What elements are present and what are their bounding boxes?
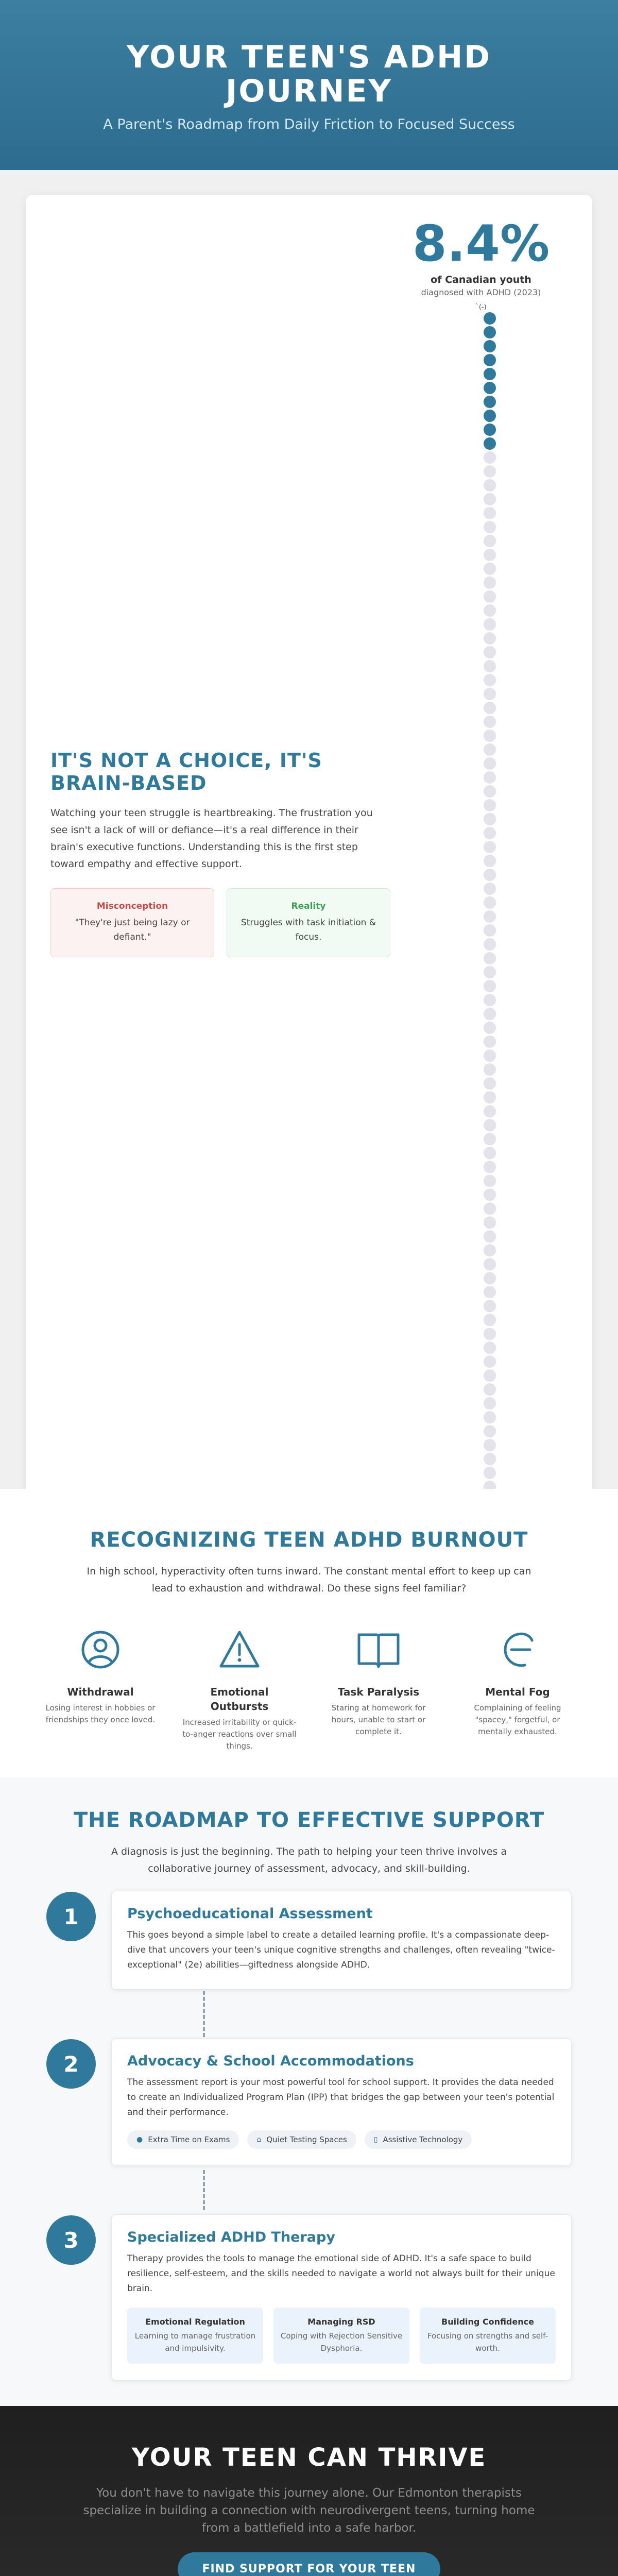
focus-managing-rsd <box>273 2308 409 2364</box>
dot <box>484 1133 496 1145</box>
dot <box>484 1439 496 1451</box>
dot <box>484 1077 496 1090</box>
step-title: Advocacy & School Accommodations <box>127 2053 414 2069</box>
dot <box>484 771 496 784</box>
step-number: 2 <box>46 2039 96 2089</box>
dot-highlighted <box>484 410 496 422</box>
dot <box>484 869 496 881</box>
dot <box>484 743 496 756</box>
open-book-icon <box>319 1624 438 1675</box>
sign-mental-fog <box>458 1624 577 1752</box>
dot-highlighted <box>484 437 496 450</box>
sign-desc: Complaining of feeling "spacey," forgetful, or mentally exhausted. <box>474 1703 561 1736</box>
dot <box>484 1036 496 1048</box>
step-body: This goes beyond a simple label to create a detailed learning profile. It's a compassionate deep-dive that uncovers your teen's unique cognitive strengths and challenges, often revealing "twice-exceptional" (2e) abilities—giftedness alongside ADHD. <box>127 1930 555 1970</box>
misconception-reality-row <box>50 888 390 957</box>
dot <box>484 896 496 909</box>
step-connector <box>203 2170 205 2210</box>
misconception-title: Misconception <box>96 901 168 911</box>
chip-label: Extra Time on Exams <box>148 2135 230 2144</box>
dot <box>484 1314 496 1326</box>
brain-based-block <box>50 749 390 957</box>
dot-highlighted <box>484 368 496 380</box>
dot <box>484 1411 496 1423</box>
dot <box>484 1063 496 1076</box>
step-title: Psychoeducational Assessment <box>127 1906 373 1922</box>
focus-title: Managing RSD <box>307 2317 375 2327</box>
cta-title: YOUR TEEN CAN THRIVE <box>131 2443 487 2472</box>
burnout-intro: In high school, hyperactivity often turns inward. The constant mental effort to keep up can lead to exhaustion and withdrawal. Do these signs feel familiar? <box>87 1566 531 1594</box>
roadmap-section <box>0 1777 618 2406</box>
dot <box>484 1105 496 1117</box>
dot <box>484 465 496 478</box>
sign-name: Mental Fog <box>485 1686 550 1698</box>
dot <box>484 521 496 533</box>
chip-quiet-spaces <box>247 2130 356 2149</box>
focus-building-confidence <box>420 2308 556 2364</box>
sign-task-paralysis <box>319 1624 438 1752</box>
dot-highlighted <box>484 382 496 394</box>
step-title: Specialized ADHD Therapy <box>127 2229 335 2245</box>
statistic-card <box>26 195 592 1489</box>
step-connector <box>203 1991 205 2037</box>
accommodation-chips <box>127 2130 556 2149</box>
sign-emotional-outbursts <box>180 1624 299 1752</box>
statistic-label: of Canadian youth <box>431 274 531 285</box>
dot <box>484 618 496 631</box>
dot <box>484 910 496 923</box>
cta-body: You don't have to navigate this journey alone. Our Edmonton therapists specialize in building a connection with neurodivergent teens, turning home from a battlefield into a safe harbor. <box>83 2486 535 2535</box>
sign-withdrawal <box>41 1624 160 1752</box>
dot <box>484 994 496 1006</box>
dot <box>484 1230 496 1243</box>
dot <box>484 883 496 895</box>
dot <box>484 924 496 937</box>
misconception-text: "They're just being lazy or defiant." <box>75 918 190 942</box>
focus-desc: Coping with Rejection Sensitive Dysphoria. <box>280 2331 403 2353</box>
focus-emotional-regulation <box>127 2308 263 2364</box>
dot <box>484 507 496 519</box>
hero-banner <box>0 0 618 170</box>
dot <box>484 563 496 575</box>
step-card <box>111 2038 572 2166</box>
dot-highlighted <box>484 423 496 436</box>
hero-subtitle: A Parent's Roadmap from Daily Friction to Focused Success <box>103 116 515 132</box>
chip-assistive-tech <box>365 2130 472 2149</box>
dot <box>484 660 496 672</box>
statistic-callout <box>404 215 558 311</box>
step-body: The assessment report is your most powerful tool for school support. It provides the data needed to create an Individualized Program Plan (IPP) that bridges the gap between your teen's potential and their performance. <box>127 2077 555 2117</box>
dot <box>484 1453 496 1465</box>
cta-section <box>0 2406 618 2576</box>
cloud-fog-icon <box>458 1624 577 1675</box>
reality-box <box>227 888 390 957</box>
dot-highlighted <box>484 312 496 325</box>
dot <box>484 1300 496 1312</box>
sign-desc: Staring at homework for hours, unable to start or complete it. <box>331 1703 426 1736</box>
roadmap-intro: A diagnosis is just the beginning. The path to helping your teen thrive involves a collaborative journey of assessment, advocacy, and skill-building. <box>111 1846 507 1874</box>
dot <box>484 1369 496 1382</box>
dot <box>484 604 496 617</box>
dot <box>484 1286 496 1298</box>
step-card <box>111 2214 572 2381</box>
dot <box>484 1355 496 1368</box>
misconception-box <box>50 888 214 957</box>
statistic-value: 8.4% <box>412 215 550 273</box>
dot <box>484 1175 496 1187</box>
roadmap-title: THE ROADMAP TO EFFECTIVE SUPPORT <box>73 1808 545 1832</box>
dot <box>484 1244 496 1257</box>
dot-highlighted <box>484 354 496 366</box>
dot <box>484 493 496 505</box>
dot <box>484 1049 496 1062</box>
dot <box>484 952 496 964</box>
dot <box>484 1189 496 1201</box>
dot <box>484 479 496 492</box>
dot <box>484 980 496 992</box>
hero-title: YOUR TEEN'S ADHD JOURNEY <box>127 39 491 109</box>
focus-title: Building Confidence <box>441 2317 534 2327</box>
chip-label: Quiet Testing Spaces <box>266 2135 347 2144</box>
find-support-button[interactable]: FIND SUPPORT FOR YOUR TEEN <box>178 2552 441 2576</box>
dot <box>484 841 496 853</box>
sign-name: Task Paralysis <box>337 1686 420 1698</box>
user-circle-icon <box>41 1624 160 1675</box>
dot <box>484 1161 496 1173</box>
statistic-section <box>0 170 618 1489</box>
dot-matrix <box>482 312 497 1489</box>
dot <box>484 535 496 547</box>
dot <box>484 702 496 714</box>
dot <box>484 1481 496 1489</box>
dot-highlighted <box>484 326 496 338</box>
dot <box>484 1328 496 1340</box>
step-number: 1 <box>46 1892 96 1941</box>
chip-extra-time <box>127 2130 239 2149</box>
reality-text: Struggles with task initiation & focus. <box>241 918 376 942</box>
dot-highlighted <box>484 396 496 408</box>
dot <box>484 855 496 867</box>
dot <box>484 688 496 700</box>
dot <box>484 938 496 951</box>
sign-desc: Increased irritability or quick-to-anger reactions over small things. <box>182 1718 297 1751</box>
therapy-focus-areas <box>127 2308 556 2364</box>
dot <box>484 785 496 798</box>
dot <box>484 590 496 603</box>
step-card <box>111 1891 572 1990</box>
dot <box>484 632 496 645</box>
dot <box>484 646 496 658</box>
chip-label: Assistive Technology <box>383 2135 463 2144</box>
warning-triangle-icon <box>180 1624 299 1675</box>
dot <box>484 1467 496 1479</box>
dot <box>484 1202 496 1215</box>
brain-body: Watching your teen struggle is heartbreaking. The frustration you see isn't a lack of will or defiance—it's a real difference in their brain's executive functions. Understanding this is the first step toward empathy and effective support. <box>50 807 373 870</box>
dot <box>484 1008 496 1020</box>
dot <box>484 549 496 561</box>
dot-highlighted <box>484 340 496 352</box>
dot <box>484 1383 496 1396</box>
dot <box>484 1425 496 1437</box>
burnout-section <box>0 1489 618 1777</box>
home-icon: ⌂ <box>256 2136 262 2144</box>
reality-title: Reality <box>291 901 326 911</box>
dot <box>484 716 496 728</box>
step-body: Therapy provides the tools to manage the emotional side of ADHD. It's a safe space to build resilience, self-esteem, and the skills needed to navigate a world not always built for their unique brain. <box>127 2253 555 2294</box>
dot <box>484 577 496 589</box>
statistic-legend: `(-) <box>475 303 487 311</box>
dot <box>484 966 496 978</box>
dot <box>484 451 496 464</box>
dot <box>484 1272 496 1284</box>
dot <box>484 1091 496 1104</box>
dot <box>484 1147 496 1159</box>
dot <box>484 813 496 825</box>
dot <box>484 827 496 839</box>
dot <box>484 730 496 742</box>
dot <box>484 674 496 686</box>
dot <box>484 799 496 811</box>
dot <box>484 1216 496 1229</box>
dot <box>484 1119 496 1131</box>
brain-title: IT'S NOT A CHOICE, IT'S BRAIN-BASED <box>50 749 322 794</box>
dot <box>484 1397 496 1410</box>
sign-name: Withdrawal <box>67 1686 134 1698</box>
statistic-source: diagnosed with ADHD (2023) <box>421 287 541 297</box>
sign-name: Emotional Outbursts <box>210 1686 269 1713</box>
dot <box>484 1022 496 1034</box>
step-number: 3 <box>46 2215 96 2265</box>
dot <box>484 757 496 770</box>
dot <box>484 1342 496 1354</box>
burnout-title: RECOGNIZING TEEN ADHD BURNOUT <box>90 1528 528 1552</box>
dot <box>484 1258 496 1270</box>
phone-icon: ▯ <box>373 2136 378 2144</box>
sign-desc: Losing interest in hobbies or friendships they once loved. <box>45 1703 156 1724</box>
clock-icon: ● <box>136 2136 143 2144</box>
focus-desc: Learning to manage frustration and impulsivity. <box>134 2331 256 2353</box>
focus-desc: Focusing on strengths and self-worth. <box>427 2331 548 2353</box>
focus-title: Emotional Regulation <box>145 2317 245 2327</box>
burnout-signs <box>0 1624 618 1752</box>
